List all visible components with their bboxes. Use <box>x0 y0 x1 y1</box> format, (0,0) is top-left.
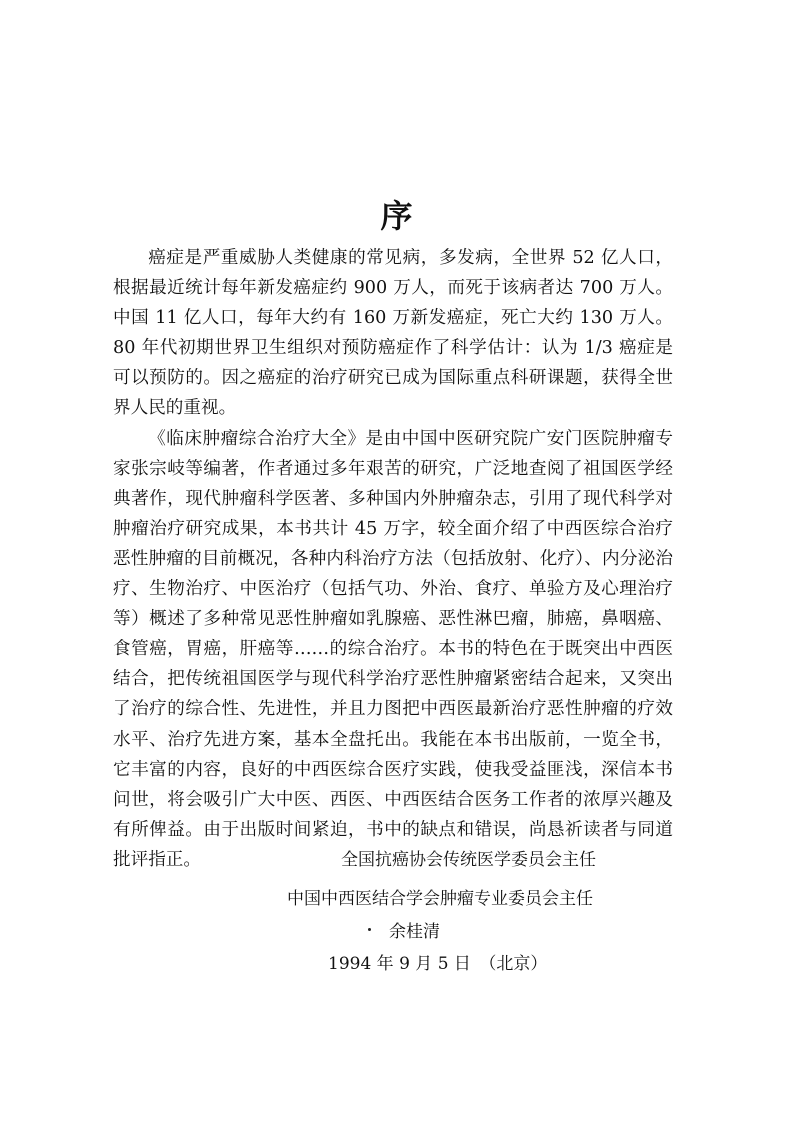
signature-name: 余桂清 <box>389 922 440 942</box>
preface-title: 序 <box>380 197 413 235</box>
signature-title-2: 中国中西医结合学会肿瘤专业委员会主任 <box>287 889 593 909</box>
preface-body <box>113 243 673 875</box>
paragraph-1: 癌症是严重威胁人类健康的常见病，多发病，全世界 52 亿人口，根据最近统计每年新发癌症约 900 万人，而死于该病者达 700 万人。中国 11 亿人口，每年大约有 160 万新发癌症，死亡大约 130 万人。80 年代初期世界卫生组织对预防癌症作了科学估计：认为 1/3 癌症是可以预防的。因之癌症的治疗研究已成为国际重点科研课题，获得全世界人民的重视。 <box>113 248 673 419</box>
paragraph-2: 《临床肿瘤综合治疗大全》是由中国中医研究院广安门医院肿瘤专家张宗岐等编著，作者通过多年艰苦的研究，广泛地查阅了祖国医学经典著作，现代肿瘤科学医著、多种国内外肿瘤杂志，引用了现代科学对肿瘤治疗研究成果，本书共计 45 万字，较全面介绍了中西医综合治疗恶性肿瘤的目前概况，各种内科治疗方法（包括放射、化疗）、内分泌治疗、生物治疗、中医治疗（包括气功、外治、食疗、单验方及心理治疗等）概述了多种常见恶性肿瘤如乳腺癌、恶性淋巴瘤，肺癌，鼻咽癌、食管癌，胃癌，肝癌等……的综合治疗。本书的特色在于既突出中西医结合，把传统祖国医学与现代科学治疗恶性肿瘤紧密结合起来，又突出了治疗的综合性、先进性，并且力图把中西医最新治疗恶性肿瘤的疗效水平、治疗先进方案，基本全盘托出。我能在本书出版前，一览全书，它丰富的内容，良好的中西医综合医疗实践，使我受益匪浅，深信本书问世，将会吸引广大中医、西医、中西医结合医务工作者的浓厚兴趣及有所俾益。由于出版时间紧迫，书中的缺点和错误，尚恳祈读者与同道批评指正。 <box>113 428 673 870</box>
signature-title-1: 全国抗癌协会传统医学委员会主任 <box>341 850 596 870</box>
signature-date: 1994 年 9 月 5 日 （北京） <box>328 954 548 974</box>
stray-dot-mark <box>368 928 371 931</box>
